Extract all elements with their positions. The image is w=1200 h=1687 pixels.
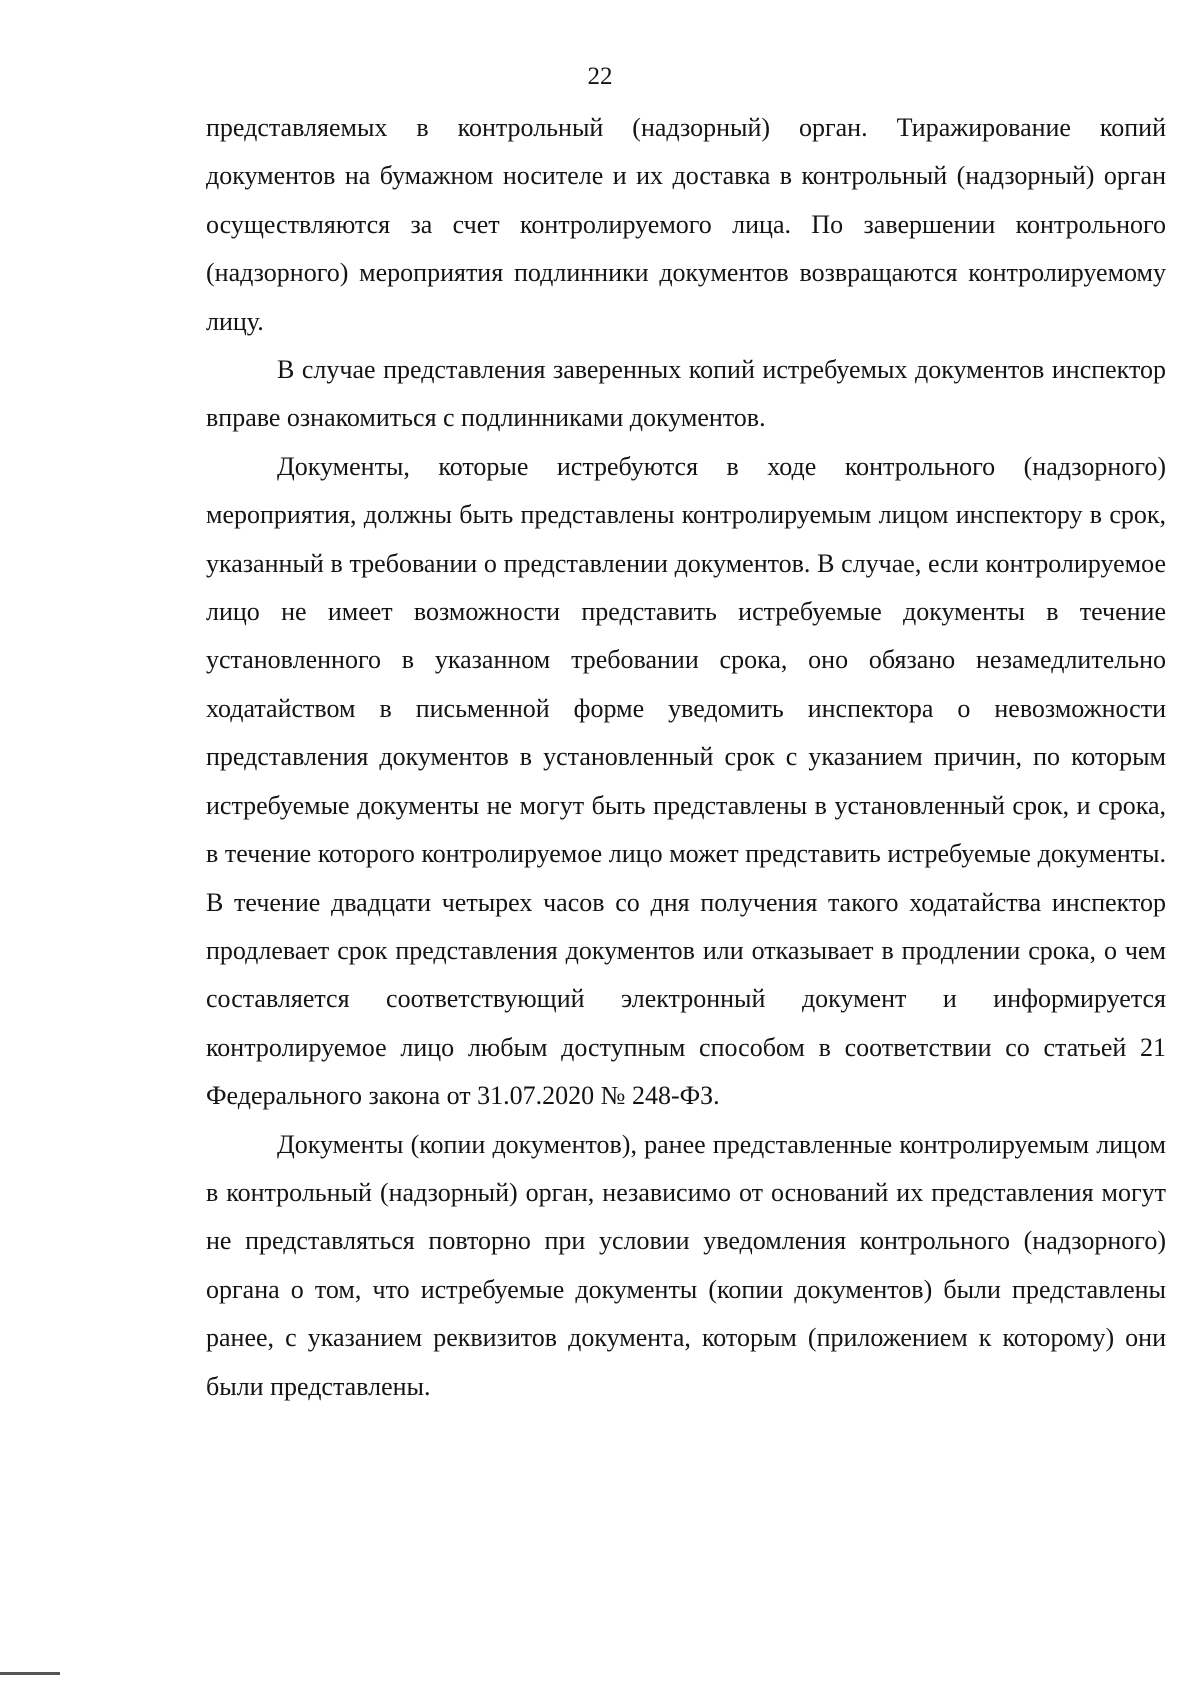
paragraph-certified-copies: В случае представления заверенных копий истребуемых документов инспектор вправе ознакомиться с подлинниками документов. xyxy=(206,355,1166,433)
scan-edge-mark xyxy=(0,1672,60,1675)
document-body xyxy=(206,104,1166,1411)
paragraph-submission-deadline: Документы, которые истребуются в ходе контрольного (надзорного) мероприятия, должны быть представлены контролируемым лицом инспектору в срок, указанный в требовании о представлении документов. В случае, если контролируемое лицо не имеет возможности представить истребуемые документы в течение установленного в указанном требовании срока, оно обязано незамедлительно ходатайством в письменной форме уведомить инспектора о невозможности представления документов в установленный срок с указанием причин, по которым истребуемые документы не могут быть представлены в установленный срок, и срока, в течение которого контролируемое лицо может представить истребуемые документы. В течение двадцати четырех часов со дня получения такого ходатайства инспектор продлевает срок представления документов или отказывает в продлении срока, о чем составляется соответствующий электронный документ и информируется контролируемое лицо любым доступным способом в соответствии со статьей 21 Федерального закона от 31.07.2020 № 248-ФЗ. xyxy=(206,451,1166,1111)
paragraph-continuation: представляемых в контрольный (надзорный) орган. Тиражирование копий документов на бумажном носителе и их доставка в контрольный (надзорный) орган осуществляются за счет контролируемого лица. По завершении контрольного (надзорного) мероприятия подлинники документов возвращаются контролируемому лицу. xyxy=(206,113,1166,336)
paragraph-previously-submitted: Документы (копии документов), ранее представленные контролируемым лицом в контрольный (надзорный) орган, независимо от оснований их представления могут не представляться повторно при условии уведомления контрольного (надзорного) органа о том, что истребуемые документы (копии документов) были представлены ранее, с указанием реквизитов документа, которым (приложением к которому) они были представлены. xyxy=(206,1129,1166,1401)
page-number: 22 xyxy=(587,63,613,90)
